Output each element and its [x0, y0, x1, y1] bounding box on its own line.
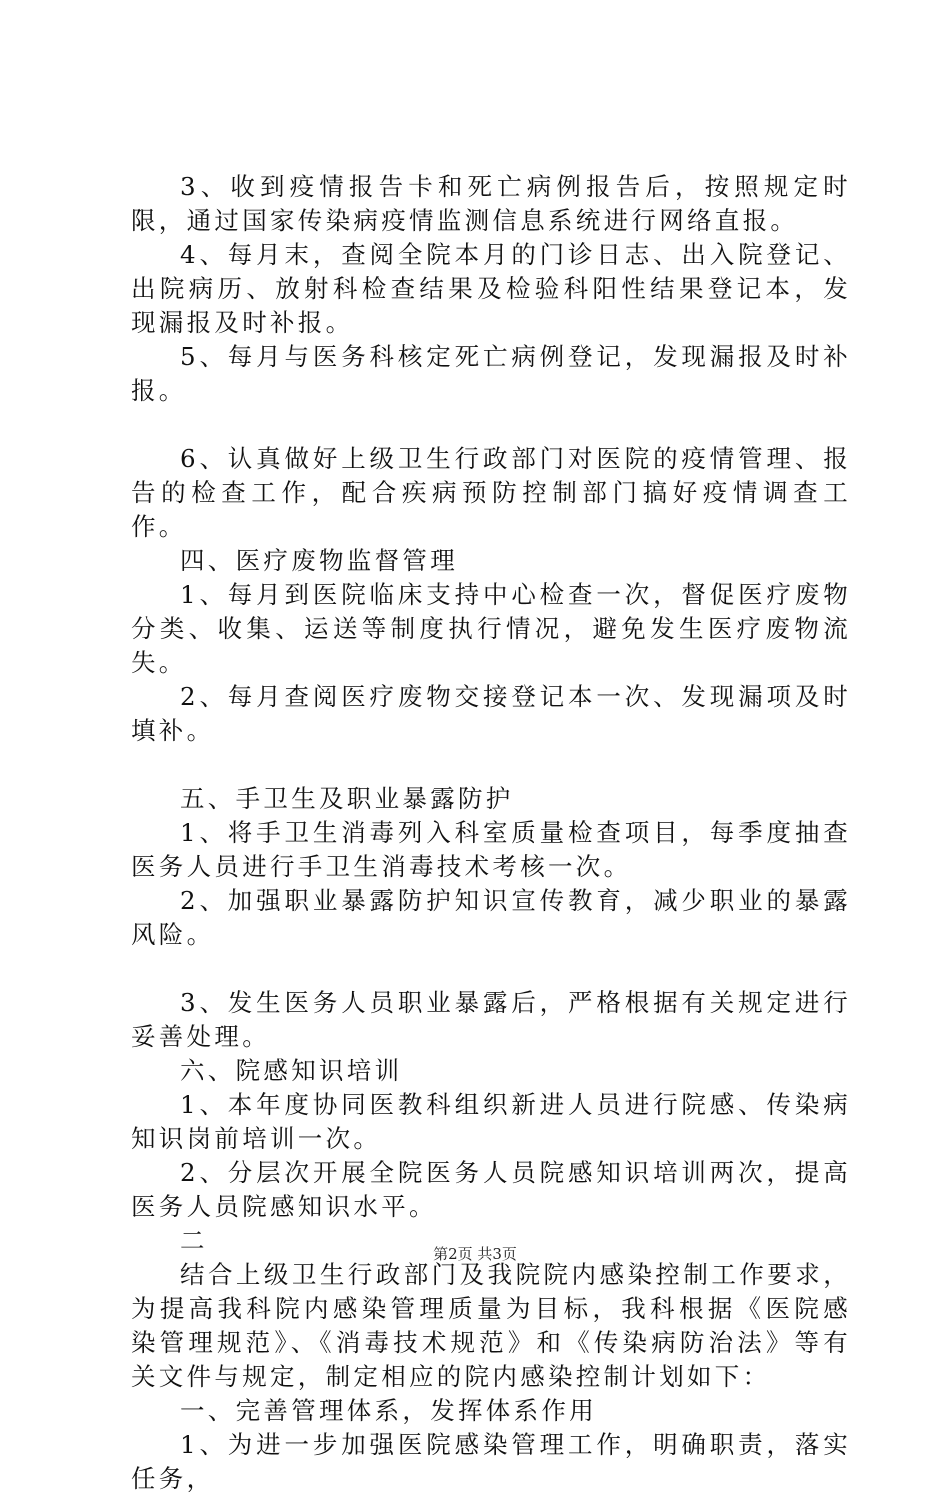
- paragraph-report-3: 3、收到疫情报告卡和死亡病例报告后，按照规定时限，通过国家传染病疫情监测信息系统进行网络直报。: [131, 172, 851, 235]
- paragraph-training-2: 2、分层次开展全院医务人员院感知识培训两次，提高医务人员院感知识水平。: [131, 1158, 851, 1221]
- section-heading-management: 一、完善管理体系，发挥体系作用: [180, 1396, 597, 1425]
- section-heading-hand-hygiene: 五、手卫生及职业暴露防护: [180, 784, 514, 813]
- paragraph-hygiene-3: 3、发生医务人员职业暴露后，严格根据有关规定进行妥善处理。: [131, 988, 851, 1051]
- paragraph-report-4: 4、每月末，查阅全院本月的门诊日志、出入院登记、出院病历、放射科检查结果及检验科阳性结果登记本，发现漏报及时补报。: [131, 240, 851, 337]
- paragraph-report-5: 5、每月与医务科核定死亡病例登记，发现漏报及时补报。: [131, 342, 851, 405]
- paragraph-hygiene-2: 2、加强职业暴露防护知识宣传教育，减少职业的暴露风险。: [131, 886, 851, 949]
- paragraph-report-6: 6、认真做好上级卫生行政部门对医院的疫情管理、报告的检查工作，配合疾病预防控制部门搞好疫情调查工作。: [131, 444, 851, 541]
- paragraph-waste-1: 1、每月到医院临床支持中心检查一次，督促医疗废物分类、收集、运送等制度执行情况，避免发生医疗废物流失。: [131, 580, 851, 677]
- blank-line: [131, 952, 851, 986]
- document-body: [131, 170, 851, 1496]
- paragraph-intro: 结合上级卫生行政部门及我院院内感染控制工作要求，为提高我科院内感染管理质量为目标，我科根据《医院感染管理规范》、《消毒技术规范》和《传染病防治法》等有关文件与规定，制定相应的院内感染控制计划如下：: [131, 1260, 851, 1391]
- paragraph-training-1: 1、本年度协同医教科组织新进人员进行院感、传染病知识岗前培训一次。: [131, 1090, 851, 1153]
- page-number-footer: 第2页 共3页: [433, 1245, 517, 1263]
- section-heading-training: 六、院感知识培训: [180, 1056, 403, 1085]
- blank-line: [131, 408, 851, 442]
- paragraph-waste-2: 2、每月查阅医疗废物交接登记本一次、发现漏项及时填补。: [131, 682, 851, 745]
- blank-line: [131, 748, 851, 782]
- paragraph-management-1: 1、为进一步加强医院感染管理工作，明确职责，落实任务，: [131, 1430, 851, 1493]
- section-number-two: 二: [180, 1226, 208, 1255]
- section-heading-waste: 四、医疗废物监督管理: [180, 546, 458, 575]
- paragraph-hygiene-1: 1、将手卫生消毒列入科室质量检查项目，每季度抽查医务人员进行手卫生消毒技术考核一次。: [131, 818, 851, 881]
